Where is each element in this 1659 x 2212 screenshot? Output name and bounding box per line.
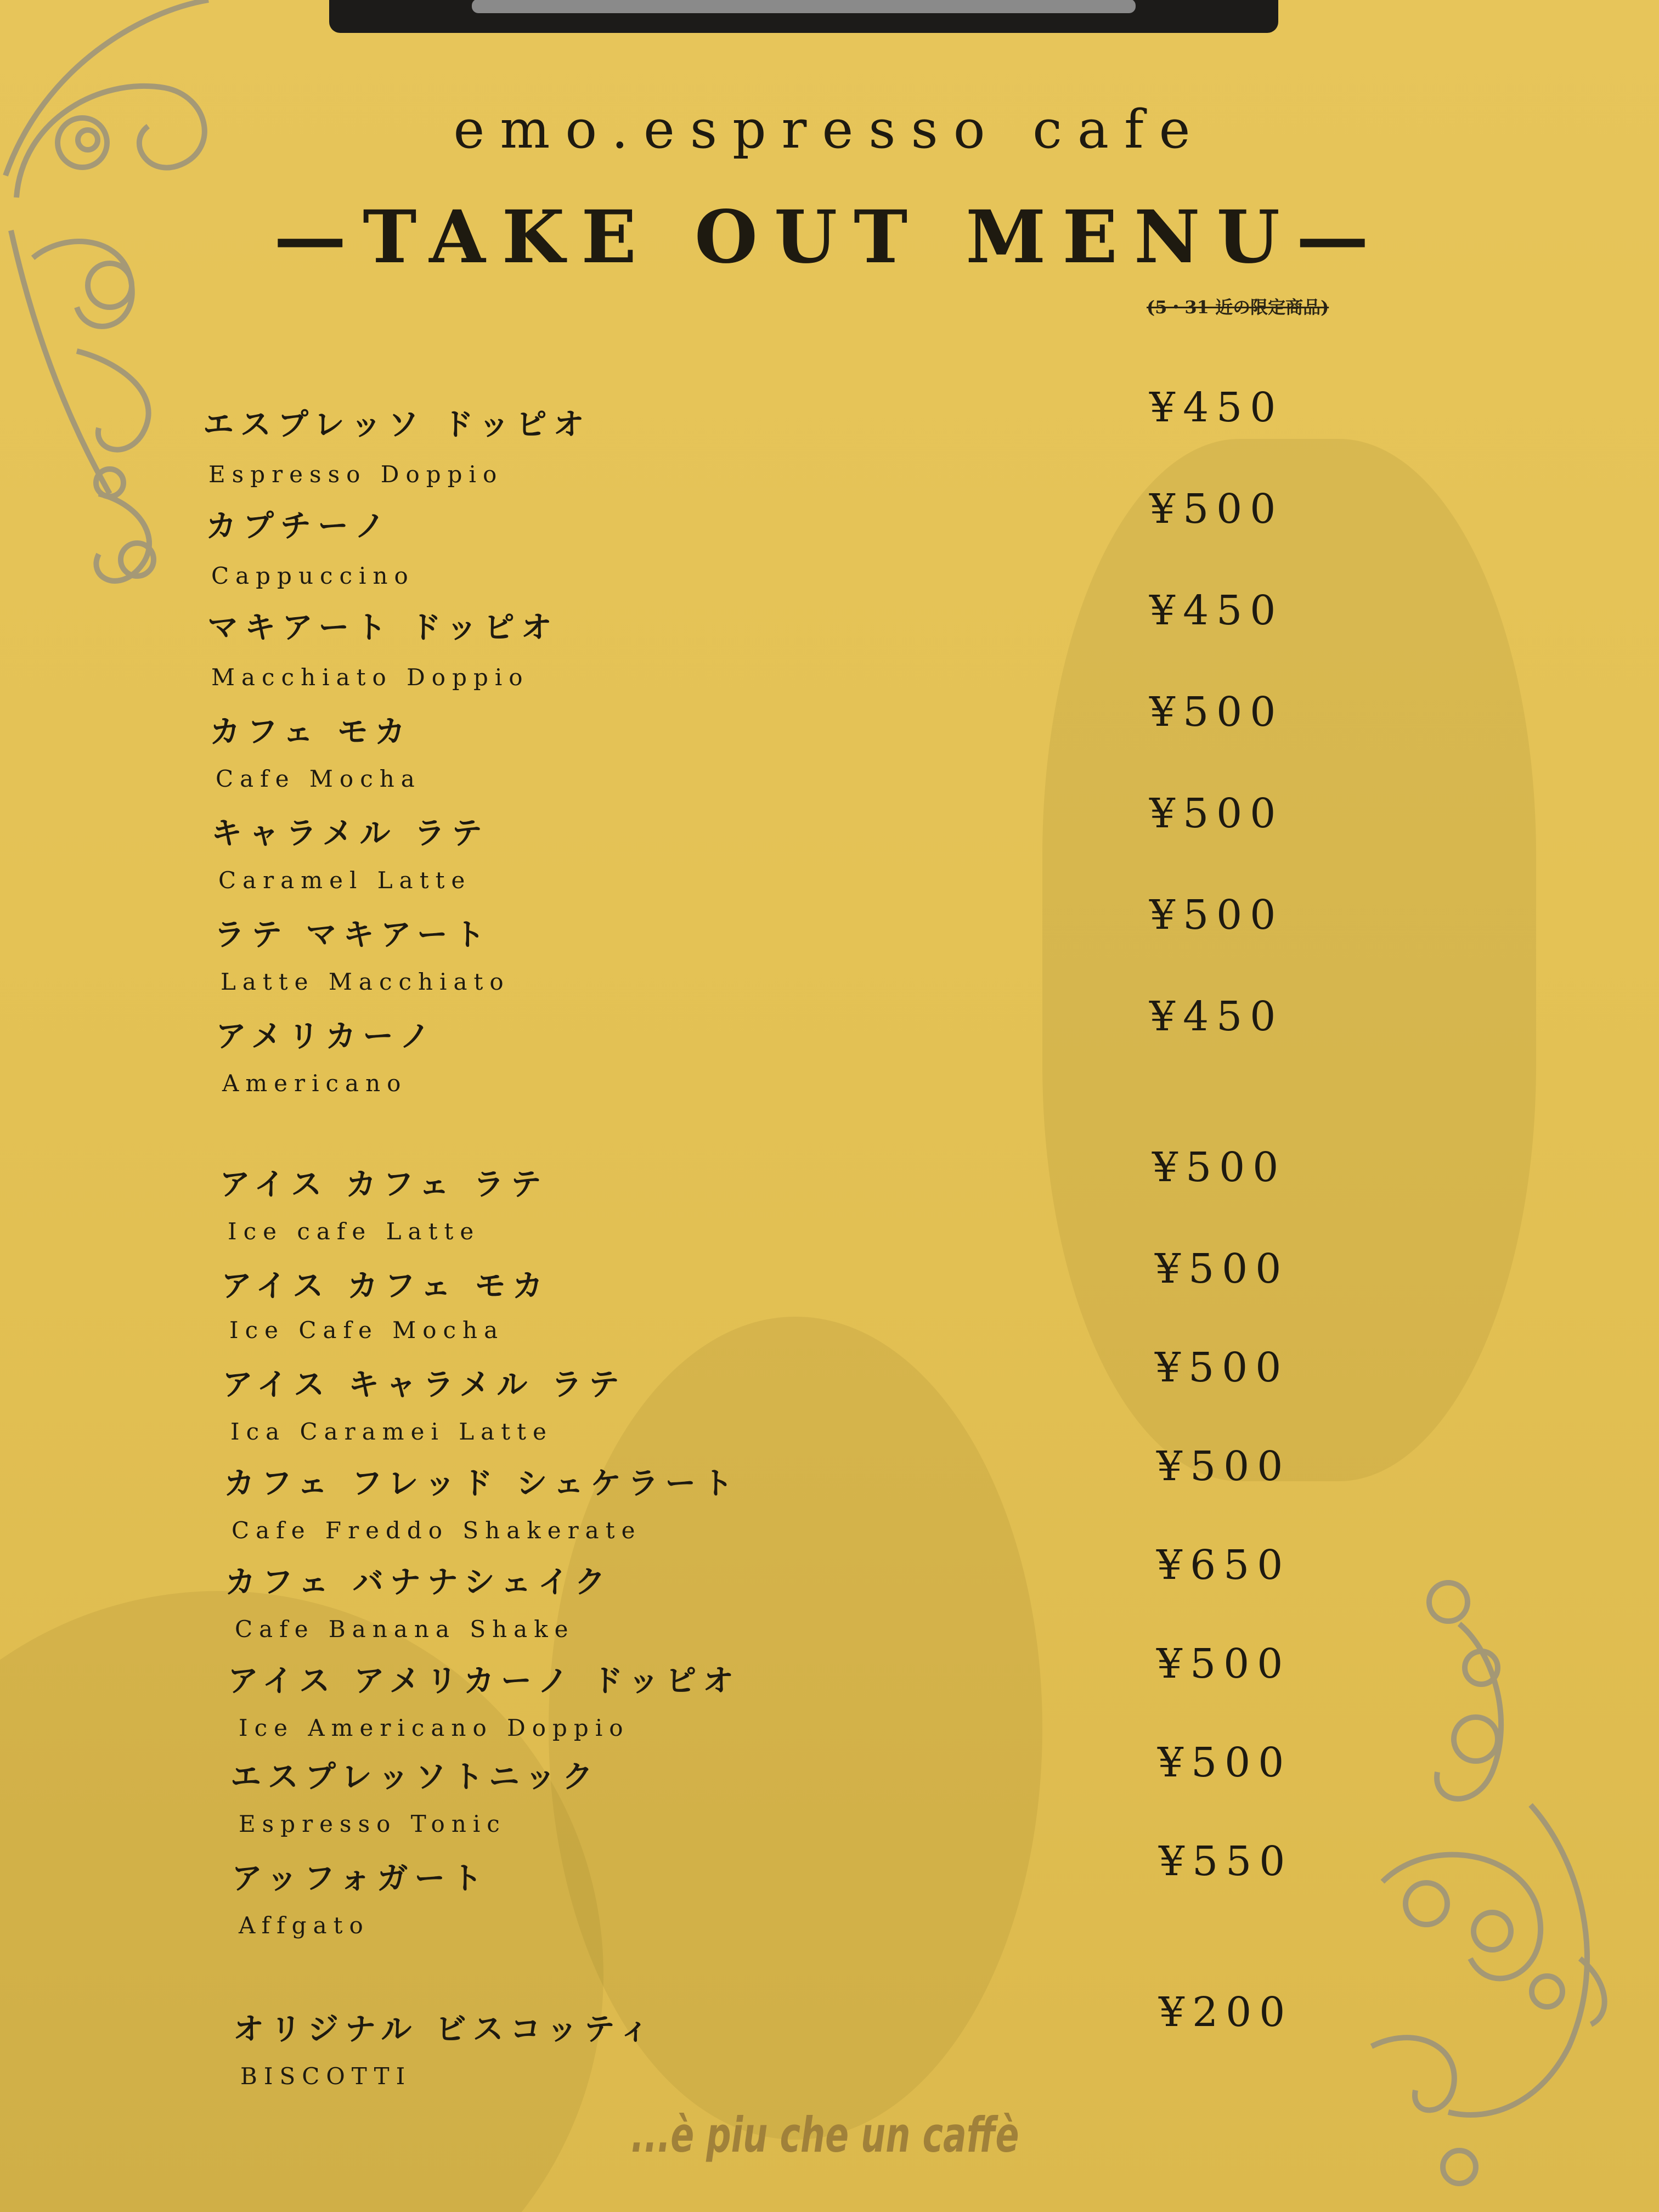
- cafe-brand-name: emo.espresso cafe: [453, 99, 1206, 160]
- menu-item-name-jp: マキアート ドッピオ: [207, 610, 558, 646]
- menu-item-price: ¥500: [1149, 689, 1284, 736]
- swirl-ornament-bottom-right: [1350, 1575, 1624, 2200]
- menu-item-name-en: Espresso Doppio: [208, 461, 504, 488]
- menu-item-name-jp: アイス アメリカーノ ドッピオ: [228, 1663, 741, 1699]
- menu-item-price: ¥450: [1149, 587, 1284, 634]
- menu-title: —TAKE OUT MENU—: [274, 195, 1385, 280]
- menu-item-name-jp: エスプレッソトニック: [230, 1759, 600, 1795]
- menu-item-price: ¥500: [1149, 790, 1284, 837]
- menu-item-price: ¥450: [1149, 993, 1284, 1040]
- shadow-right: [1042, 439, 1536, 1481]
- menu-item-price: ¥550: [1159, 1838, 1293, 1885]
- footer-tagline: ...è piu che un caffè: [631, 2107, 1019, 2163]
- menu-item-name-jp: ラテ マキアート: [214, 917, 492, 953]
- menu-item-name-en: Espresso Tonic: [239, 1810, 506, 1837]
- menu-item-price: ¥500: [1156, 1640, 1291, 1688]
- menu-item-price: ¥500: [1152, 1144, 1286, 1191]
- menu-item-name-en: BISCOTTI: [240, 2063, 412, 2090]
- menu-item-name-en: Cappuccino: [211, 562, 415, 589]
- menu-item-name-jp: アメリカーノ: [216, 1018, 437, 1054]
- menu-item-name-en: Ice Americano Doppio: [239, 1714, 630, 1741]
- menu-item-name-jp: カフェ フレッド シェケラート: [224, 1465, 740, 1502]
- menu-item-name-en: Cafe Freddo Shakerate: [232, 1517, 642, 1544]
- menu-item-price: ¥450: [1149, 384, 1284, 431]
- menu-item-name-jp: エスプレッソ ドッピオ: [203, 407, 591, 443]
- menu-item-name-jp: アッフォガート: [232, 1860, 489, 1897]
- menu-item-name-jp: アイス キャラメル ラテ: [222, 1367, 626, 1403]
- menu-item-price: ¥500: [1155, 1245, 1289, 1293]
- menu-item-name-jp: カフェ モカ: [210, 714, 412, 750]
- menu-item-name-en: Cafe Banana Shake: [235, 1616, 575, 1643]
- menu-item-name-en: Ice cafe Latte: [228, 1218, 481, 1245]
- menu-item-name-en: Caramel Latte: [218, 867, 472, 894]
- menu-item-name-en: Ica Caramei Latte: [230, 1418, 553, 1445]
- menu-item-name-en: Americano: [222, 1070, 408, 1097]
- menu-item-name-jp: アイス カフェ ラテ: [219, 1166, 548, 1203]
- menu-item-price: ¥650: [1156, 1542, 1291, 1589]
- menu-item-name-jp: カプチーノ: [206, 508, 392, 544]
- menu-item-price: ¥500: [1149, 486, 1284, 533]
- menu-item-price: ¥500: [1155, 1344, 1289, 1391]
- menu-item-name-en: Macchiato Doppio: [211, 664, 529, 691]
- menu-item-name-en: Affgato: [239, 1912, 370, 1939]
- swirl-ornament-top-left: [0, 0, 241, 614]
- menu-item-name-en: Ice Cafe Mocha: [229, 1317, 505, 1344]
- menu-item-name-jp: アイス カフェ モカ: [221, 1268, 550, 1304]
- struck-out-note: (5・31 近の限定商品): [1147, 297, 1329, 318]
- menu-item-name-jp: カフェ バナナシェイク: [225, 1564, 612, 1600]
- menu-item-name-jp: オリジナル ビスコッティ: [233, 2011, 657, 2047]
- menu-item-price: ¥200: [1159, 1989, 1293, 2036]
- menu-item-price: ¥500: [1156, 1443, 1291, 1490]
- clipboard-clip: [329, 0, 1278, 33]
- menu-item-name-jp: キャラメル ラテ: [211, 815, 489, 851]
- menu-item-name-en: Cafe Mocha: [216, 765, 421, 792]
- menu-item-price: ¥500: [1158, 1739, 1292, 1786]
- menu-item-name-en: Latte Macchiato: [221, 968, 510, 995]
- menu-item-price: ¥500: [1149, 891, 1284, 939]
